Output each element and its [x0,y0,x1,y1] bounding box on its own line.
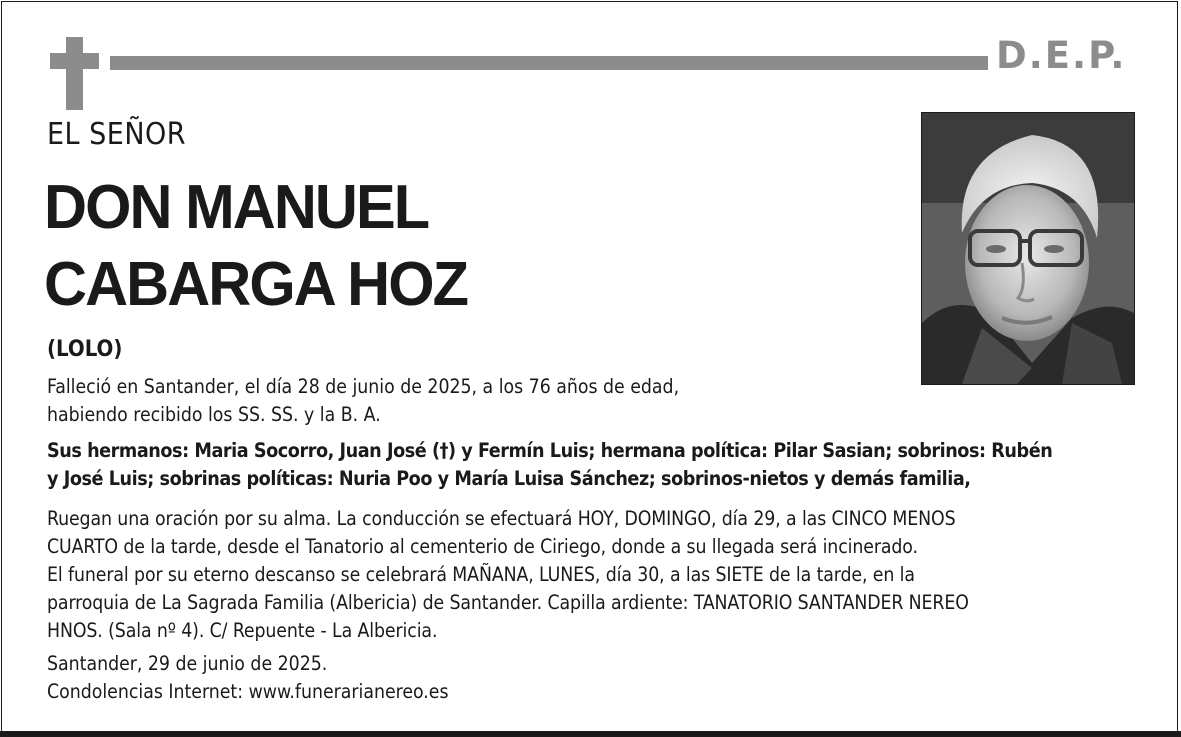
service-details [47,505,969,645]
death-announcement [47,373,679,429]
text-line: parroquia de La Sagrada Familia (Albericia) de Santander. Capilla ardiente: TANATORIO SANTANDER NEREO [47,591,969,614]
text-line: habiendo recibido los SS. SS. y la B. A. [47,403,381,426]
text-line: y José Luis; sobrinas políticas: Nuria Poo y María Luisa Sánchez; sobrinos-nietos y demás familia, [47,467,971,490]
closing-details [47,650,449,706]
bottom-rule [0,731,1181,737]
condolences-line: Condolencias Internet: www.funerarianereo.es [47,680,449,703]
text-line: CUARTO de la tarde, desde el Tanatorio al cementerio de Ciriego, donde a su llegada será incinerado. [47,535,918,558]
text-line: Falleció en Santander, el día 28 de junio de 2025, a los 76 años de edad, [47,375,680,398]
text-line: El funeral por su eterno descanso se celebrará MAÑANA, LUNES, día 30, a las SIETE de la tarde, en la [47,563,915,586]
dep-heading: D.E.P. [996,34,1127,77]
family-list [47,437,1052,493]
deceased-nickname: (LOLO) [47,337,123,362]
text-line: Ruegan una oración por su alma. La conducción se efectuará HOY, DOMINGO, día 29, a las CINCO MENOS [47,507,956,530]
text-line: Sus hermanos: Maria Socorro, Juan José (†) y Fermín Luis; hermana política: Pilar Sasian; sobrinos: Rubén [47,439,1053,462]
cross-icon [50,37,99,110]
portrait-photo [921,112,1135,385]
deceased-name-line-2: CABARGA HOZ [44,250,468,319]
date-line: Santander, 29 de junio de 2025. [47,652,328,675]
deceased-name-line-1: DON MANUEL [44,173,429,242]
header-rule [110,56,988,70]
title-prefix: EL SEÑOR [47,117,187,152]
text-line: HNOS. (Sala nº 4). C/ Repuente - La Albericia. [47,619,438,642]
